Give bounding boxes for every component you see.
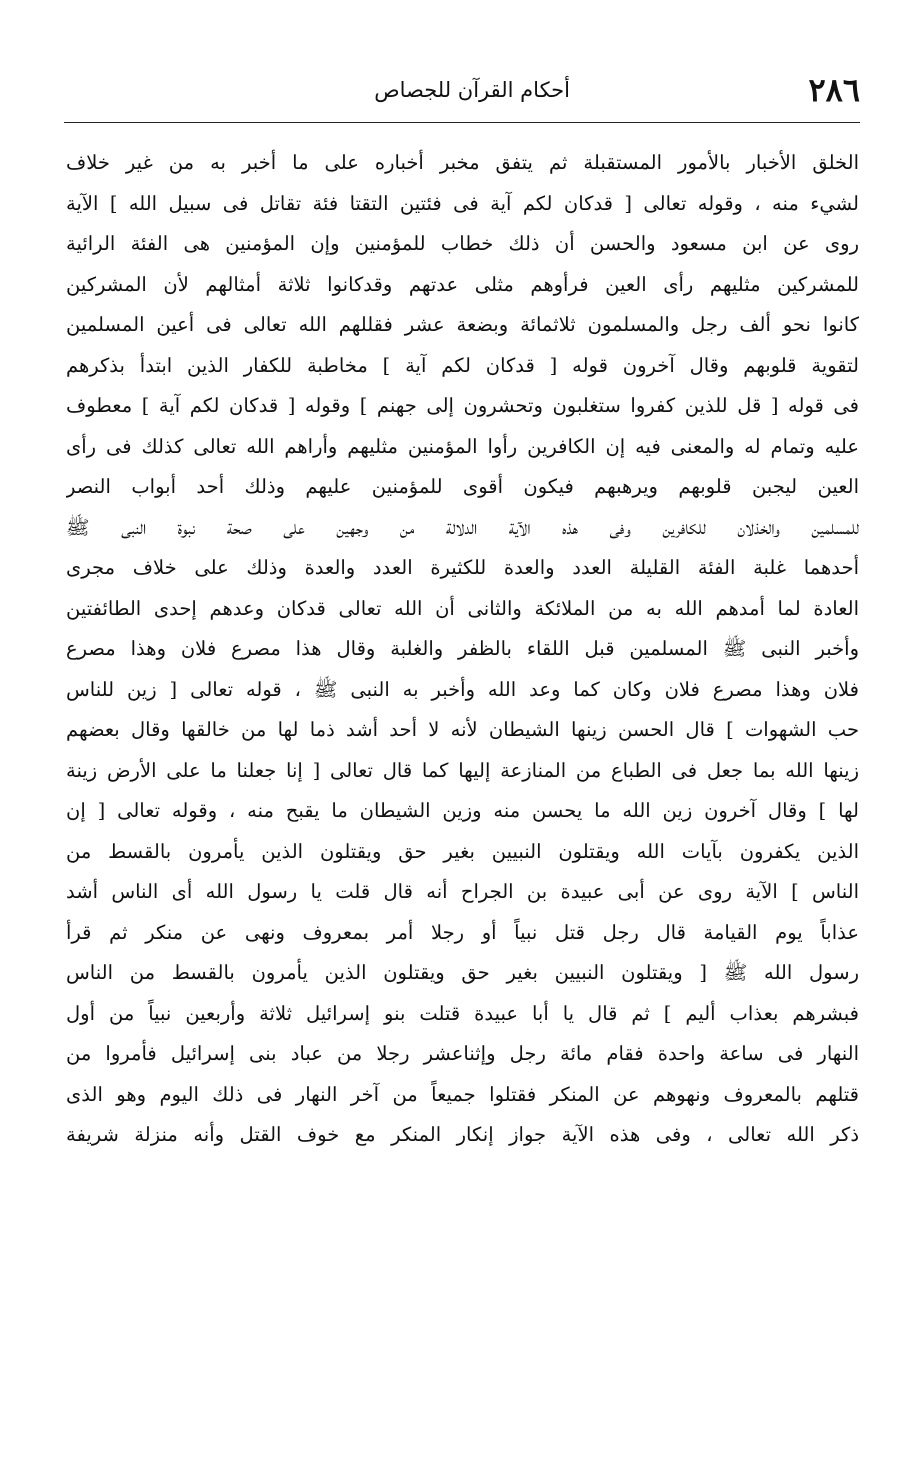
text-line: عذاباً يوم القيامة قال رجل قتل نبياً أو رجلا أمر بمعروف ونهى عن منكر ثم قرأ	[66, 920, 859, 944]
text-line: حب الشهوات ] قال الحسن زينها الشيطان لأنه لا أحد أشد ذما لها من خالقها وقال بعضهم	[66, 718, 859, 741]
text-line: الناس ] الآية روى عن أبى عبيدة بن الجراح أنه قال قلت يا رسول الله أى الناس أشد	[66, 880, 859, 903]
text-line: للمشركين مثليهم رأى العين فرأوهم مثلى عدتهم وقدكانوا ثلاثة أمثالهم لأن المشركين	[66, 272, 859, 296]
text-line: روى عن ابن مسعود والحسن أن ذلك خطاب للمؤمنين وإن المؤمنين هى الفئة الرائية	[66, 232, 859, 255]
text-line: للمسلمين والخذلان للكافرين وفى هذه الآية الدلالة من وجهين على صحة نبوة النبى ﷺ	[66, 515, 859, 539]
text-line: فلان وهذا مصرع فلان وكان كما وعد الله وأخبر به النبى ﷺ ، قوله تعالى [ زين للناس	[66, 677, 859, 701]
running-title: أحكام القرآن للجصاص	[374, 78, 570, 102]
text-line: النهار فى ساعة واحدة فقام مائة رجل وإثناعشر رجلا من عباد بنى إسرائيل فأمروا من	[66, 1042, 859, 1065]
text-line: فبشرهم بعذاب أليم ] ثم قال يا أبا عبيدة قتلت بنو إسرائيل ثلاثة وأربعين نبياً من أول	[66, 1001, 859, 1025]
text-line: كانوا نحو ألف رجل والمسلمون ثلاثمائة وبضعة عشر فقللهم الله تعالى فى أعين المسلمين	[66, 313, 859, 336]
text-line: العين ليجبن قلوبهم ويرهبهم فيكون أقوى للمؤمنين عليهم وذلك أحد أبواب النصر	[66, 475, 859, 498]
text-line: أحدهما غلبة الفئة القليلة العدد والعدة للكثيرة العدد والعدة وذلك على خلاف مجرى	[66, 556, 859, 579]
text-line: العادة لما أمدهم الله به من الملائكة والثانى أن الله تعالى قدكان وعدهم إحدى الطائفتين	[66, 596, 859, 620]
text-line: فى قوله [ قل للذين كفروا ستغلبون وتحشرون إلى جهنم ] وقوله [ قدكان لكم آية ] معطوف	[66, 394, 859, 417]
header-divider	[64, 122, 860, 123]
text-line: الخلق الأخبار بالأمور المستقبلة ثم يتفق مخبر أخباره على ما أخبر به من غير خلاف	[66, 151, 859, 174]
page-header	[64, 70, 860, 110]
text-line: الذين يكفرون بآيات الله ويقتلون النبيين بغير حق ويقتلون الذين يأمرون بالقسط من	[66, 839, 859, 863]
text-line: لها ] وقال آخرون زين الله ما يحسن منه وزين الشيطان ما يقبح منه ، وقوله تعالى [ إن	[66, 799, 859, 822]
text-line: عليه وتمام له والمعنى فيه إن الكافرين رأوا المؤمنين مثليهم وأراهم الله تعالى كذلك فى رأى	[66, 434, 859, 458]
text-line: لشيء منه ، وقوله تعالى [ قدكان لكم آية فى فئتين التقتا فئة تقاتل فى سبيل الله ] الآية	[66, 191, 859, 215]
text-line: وأخبر النبى ﷺ المسلمين قبل اللقاء بالظفر والغلبة وقال هذا مصرع فلان وهذا مصرع	[66, 637, 859, 660]
text-line: رسول الله ﷺ [ ويقتلون النبيين بغير حق ويقتلون الذين يأمرون بالقسط من الناس	[66, 961, 859, 984]
text-line: ذكر الله تعالى ، وفى هذه الآية جواز إنكار المنكر مع خوف القتل وأنه منزلة شريفة	[66, 1123, 859, 1146]
text-line: قتلهم بالمعروف ونهوهم عن المنكر فقتلوا جميعاً من آخر النهار فى ذلك اليوم وهو الذى	[66, 1082, 859, 1106]
text-line: لتقوية قلوبهم وقال آخرون قوله [ قدكان لكم آية ] مخاطبة للكفار الذين ابتدأ بذكرهم	[66, 353, 859, 377]
body-text	[66, 143, 859, 1156]
text-line: زينها الله بما جعل فى الطباع من المنازعة إليها كما قال تعالى [ إنا جعلنا ما على الأرض زينة	[66, 758, 859, 782]
page-number: ٢٨٦	[808, 71, 860, 109]
